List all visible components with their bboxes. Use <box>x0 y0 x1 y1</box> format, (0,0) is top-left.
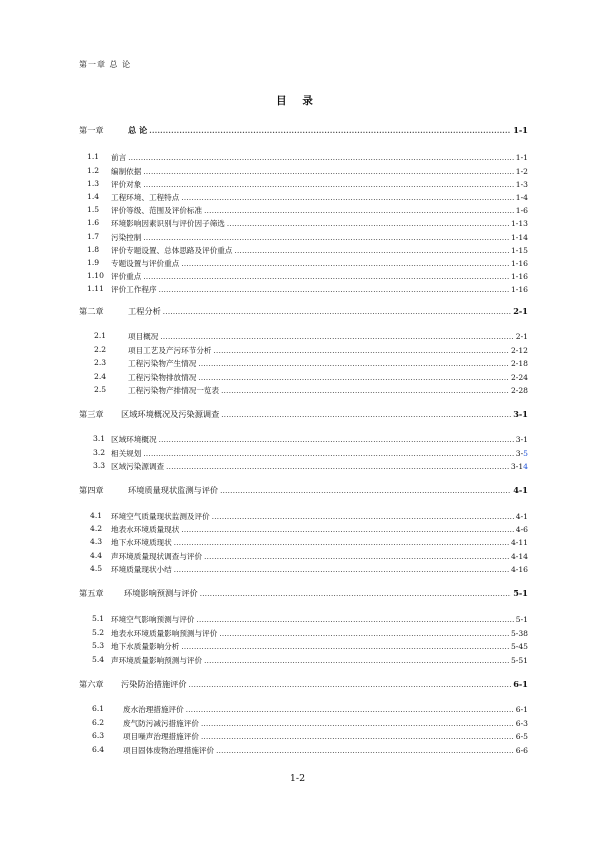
toc-section-entry[interactable] <box>0 232 528 243</box>
dot-leader <box>189 681 512 689</box>
toc-page-ref: 2-1 <box>513 306 528 316</box>
dot-leader <box>221 411 511 419</box>
dot-leader <box>128 154 514 162</box>
dot-leader <box>181 526 513 534</box>
toc-entry-number: 4.2 <box>90 524 103 533</box>
toc-page-ref: 1-1 <box>515 153 528 162</box>
toc-section-entry[interactable] <box>0 564 528 575</box>
toc-entry-number: 5.3 <box>92 641 105 650</box>
dot-leader <box>163 308 511 316</box>
toc-entry-title: 区域污染源调查 <box>111 462 165 471</box>
dot-leader <box>197 616 514 624</box>
toc-entry-title: 污染防治措施评价 <box>121 679 187 689</box>
toc-entry-number: 3.2 <box>93 448 106 457</box>
toc-entry-number: 2.2 <box>94 345 107 354</box>
toc-entry-title: 环境空气质量现状监测及评价 <box>111 512 210 521</box>
toc-section-entry[interactable] <box>0 614 528 625</box>
toc-section-entry[interactable] <box>0 731 528 742</box>
toc-entry-title: 废气防污减污措施评价 <box>123 719 199 728</box>
toc-section-entry[interactable] <box>0 192 528 203</box>
toc-page-ref: 4-16 <box>510 565 528 574</box>
toc-entry-number: 6.3 <box>92 731 105 740</box>
toc-section-entry[interactable] <box>0 152 528 163</box>
toc-section-entry[interactable] <box>0 718 528 729</box>
toc-entry-number: 5.2 <box>92 628 105 637</box>
toc-chapter-entry[interactable] <box>0 306 528 317</box>
toc-entry-number: 2.4 <box>94 372 107 381</box>
toc-entry-number: 3.3 <box>93 461 106 470</box>
toc-section-entry[interactable] <box>0 166 528 177</box>
toc-entry-title: 评价对象 <box>111 180 142 189</box>
toc-entry-number: 4.1 <box>90 511 103 520</box>
toc-entry-title: 环境影响预测与评价 <box>124 588 198 598</box>
toc-entry-title: 工程污染物产排情况一览表 <box>128 386 220 395</box>
toc-entry-number: 3.1 <box>93 434 106 443</box>
dot-leader <box>181 643 509 651</box>
toc-entry-number: 第五章 <box>79 588 104 598</box>
toc-entry-title: 地下水质量影响分析 <box>111 642 180 651</box>
toc-entry-number: 6.1 <box>92 704 105 713</box>
toc-entry-title: 地下水环境质现状 <box>111 538 172 547</box>
toc-entry-title: 环境空气影响预测与评价 <box>111 615 195 624</box>
toc-entry-number: 1.2 <box>87 166 100 175</box>
toc-page-ref: 3-1 <box>513 409 528 419</box>
page-number: 1-2 <box>289 773 306 784</box>
toc-section-entry[interactable] <box>0 641 528 652</box>
toc-entry-number: 1.3 <box>87 179 100 188</box>
toc-page-ref: 1-2 <box>515 167 528 176</box>
toc-chapter-entry[interactable] <box>0 588 528 599</box>
dot-leader <box>214 347 509 355</box>
toc-entry-number: 2.5 <box>94 385 107 394</box>
dot-leader <box>143 168 513 176</box>
dot-leader <box>221 387 509 395</box>
toc-entry-number: 5.4 <box>92 655 105 664</box>
dot-leader <box>174 539 509 547</box>
toc-section-entry[interactable] <box>0 704 528 715</box>
toc-chapter-entry[interactable] <box>0 409 528 420</box>
toc-entry-title: 区域环境概况及污染源调查 <box>121 409 220 419</box>
toc-entry-number: 第一章 <box>79 125 104 135</box>
toc-page-ref: 6-6 <box>515 746 528 755</box>
toc-entry-number: 1.11 <box>87 284 104 293</box>
toc-entry-title: 环境影响因素识别与评价因子筛选 <box>111 219 225 228</box>
toc-section-entry[interactable] <box>0 284 528 295</box>
dot-leader <box>143 273 509 281</box>
toc-entry-title: 声环境质量影响预测与评价 <box>111 656 203 665</box>
dot-leader <box>166 463 509 471</box>
toc-page-ref: 2-28 <box>510 386 528 395</box>
toc-section-entry[interactable] <box>0 179 528 190</box>
toc-entry-title: 工程分析 <box>128 306 161 316</box>
toc-page-ref: 1-1 <box>513 125 528 135</box>
toc-section-entry[interactable] <box>0 345 528 356</box>
toc-entry-title: 项目固体废物治理措施评价 <box>123 746 215 755</box>
toc-entry-title: 评价专题设置、总体思路及评价重点 <box>111 246 233 255</box>
dot-leader <box>201 733 514 741</box>
dot-leader <box>186 706 514 714</box>
toc-entry-number: 6.4 <box>92 745 105 754</box>
dot-leader <box>159 436 514 444</box>
toc-title: 目 录 <box>276 95 319 107</box>
toc-entry-number: 1.9 <box>87 258 100 267</box>
toc-page-ref: 5-1 <box>513 588 528 598</box>
toc-entry-title: 专题设置与评价重点 <box>111 259 180 268</box>
dot-leader <box>212 513 514 521</box>
dot-leader <box>159 286 509 294</box>
dot-leader <box>200 590 512 598</box>
toc-entry-title: 环境质量现状小结 <box>111 565 172 574</box>
toc-entry-title: 废水治理措施评价 <box>123 705 184 714</box>
toc-entry-number: 2.3 <box>94 358 107 367</box>
toc-page-ref: 1-16 <box>510 259 528 268</box>
toc-page-ref: 1-4 <box>515 193 528 202</box>
dot-leader <box>220 487 511 495</box>
toc-section-entry[interactable] <box>0 218 528 229</box>
toc-page-ref: 2-12 <box>510 346 528 355</box>
toc-page-ref: 6-3 <box>515 719 528 728</box>
dot-leader <box>149 126 511 135</box>
toc-entry-title: 工程环境、工程特点 <box>111 193 180 202</box>
toc-chapter-entry[interactable] <box>0 125 528 136</box>
toc-entry-number: 第四章 <box>79 485 104 495</box>
toc-entry-number: 1.1 <box>87 152 100 161</box>
toc-entry-title: 相关规划 <box>111 449 142 458</box>
toc-page-ref: 5-38 <box>510 629 528 638</box>
toc-section-entry[interactable] <box>0 205 528 216</box>
toc-page-ref: 1-13 <box>510 219 528 228</box>
toc-section-entry[interactable] <box>0 448 528 459</box>
toc-section-entry[interactable] <box>0 358 528 369</box>
toc-entry-number: 第二章 <box>79 306 104 316</box>
dot-leader <box>204 207 514 215</box>
toc-page-ref: 1-3 <box>515 180 528 189</box>
toc-entry-title: 总 论 <box>128 125 148 135</box>
toc-page-ref: 4-6 <box>515 525 528 534</box>
toc-page-ref: 3-14 <box>510 462 528 471</box>
dot-leader <box>143 234 509 242</box>
toc-section-entry[interactable] <box>0 537 528 548</box>
toc-entry-title: 评价重点 <box>111 272 142 281</box>
toc-section-entry[interactable] <box>0 258 528 269</box>
toc-section-entry[interactable] <box>0 511 528 522</box>
toc-entry-title: 工程污染物产生情况 <box>128 359 197 368</box>
toc-entry-number: 第三章 <box>79 409 104 419</box>
toc-entry-title: 污染控制 <box>111 233 142 242</box>
toc-entry-title: 评价等级、范围及评价标准 <box>111 206 203 215</box>
toc-page-ref: 4-11 <box>510 538 528 547</box>
toc-page-ref: 5-45 <box>510 642 528 651</box>
toc-section-entry[interactable] <box>0 331 528 342</box>
toc-page-ref: 1-16 <box>510 272 528 281</box>
toc-page-ref: 6-1 <box>515 705 528 714</box>
toc-page-ref: 1-14 <box>510 233 528 242</box>
toc-section-entry[interactable] <box>0 271 528 282</box>
toc-section-entry[interactable] <box>0 245 528 256</box>
dot-leader <box>201 720 514 728</box>
toc-page-ref: 4-1 <box>513 485 528 495</box>
toc-entry-title: 前言 <box>111 153 127 162</box>
toc-section-entry[interactable] <box>0 551 528 562</box>
toc-page-ref: 6-1 <box>513 679 528 689</box>
dot-leader <box>181 260 509 268</box>
toc-entry-title: 工程污染物排放情况 <box>128 373 197 382</box>
dot-leader <box>216 747 514 755</box>
toc-page-ref: 4-14 <box>510 552 528 561</box>
toc-entry-number: 5.1 <box>92 614 105 623</box>
toc-page-ref: 1-16 <box>510 285 528 294</box>
toc-entry-title: 区域环境概况 <box>111 435 157 444</box>
toc-entry-number: 4.4 <box>90 551 103 560</box>
dot-leader <box>227 220 509 228</box>
dot-leader <box>204 657 509 665</box>
toc-entry-number: 1.5 <box>87 205 100 214</box>
toc-section-entry[interactable] <box>0 524 528 535</box>
toc-chapter-entry[interactable] <box>0 679 528 690</box>
toc-entry-number: 1.4 <box>87 192 100 201</box>
toc-section-entry[interactable] <box>0 385 528 396</box>
toc-entry-number: 1.10 <box>87 271 104 280</box>
toc-page-ref: 1-6 <box>515 206 528 215</box>
dot-leader <box>160 333 513 341</box>
dot-leader <box>143 450 513 458</box>
toc-entry-title: 地表水环境质量影响预测与评价 <box>111 629 218 638</box>
toc-page-ref: 2-1 <box>515 332 528 341</box>
toc-entry-number: 6.2 <box>92 718 105 727</box>
toc-entry-title: 项目工艺及产污环节分析 <box>128 346 212 355</box>
dot-leader <box>219 630 509 638</box>
toc-section-entry[interactable] <box>0 655 528 666</box>
dot-leader <box>204 553 509 561</box>
toc-page-ref: 6-5 <box>515 732 528 741</box>
toc-entry-number: 1.7 <box>87 232 100 241</box>
toc-section-entry[interactable] <box>0 745 528 756</box>
toc-section-entry[interactable] <box>0 434 528 445</box>
toc-entry-title: 项目概况 <box>128 332 159 341</box>
toc-section-entry[interactable] <box>0 461 528 472</box>
toc-entry-title: 编制依据 <box>111 167 142 176</box>
dot-leader <box>181 194 513 202</box>
toc-entry-title: 声环境质量现状调查与评价 <box>111 552 203 561</box>
toc-page-ref: 1-15 <box>510 246 528 255</box>
toc-page-ref: 2-24 <box>510 373 528 382</box>
dot-leader <box>198 360 509 368</box>
toc-page-ref: 5-1 <box>515 615 528 624</box>
toc-page-ref: 2-18 <box>510 359 528 368</box>
toc-section-entry[interactable] <box>0 628 528 639</box>
toc-entry-title: 环境质量现状监测与评价 <box>128 485 219 495</box>
dot-leader <box>174 566 509 574</box>
toc-entry-number: 4.3 <box>90 537 103 546</box>
running-header: 第一章 总 论 <box>79 60 132 69</box>
toc-page-ref: 3-1 <box>515 435 528 444</box>
toc-entry-number: 1.8 <box>87 245 100 254</box>
toc-section-entry[interactable] <box>0 372 528 383</box>
toc-entry-number: 第六章 <box>79 679 104 689</box>
toc-entry-number: 1.6 <box>87 218 100 227</box>
toc-page-ref: 5-51 <box>510 656 528 665</box>
dot-leader <box>235 247 509 255</box>
toc-page-ref: 3-5 <box>515 449 528 458</box>
toc-chapter-entry[interactable] <box>0 485 528 496</box>
toc-entry-title: 地表水环境质量现状 <box>111 525 180 534</box>
dot-leader <box>198 374 509 382</box>
toc-entry-title: 评价工作程序 <box>111 285 157 294</box>
toc-entry-title: 项目噪声治理措施评价 <box>123 732 199 741</box>
toc-entry-number: 4.5 <box>90 564 103 573</box>
dot-leader <box>143 181 513 189</box>
toc-page-ref: 4-1 <box>515 512 528 521</box>
toc-entry-number: 2.1 <box>94 331 107 340</box>
